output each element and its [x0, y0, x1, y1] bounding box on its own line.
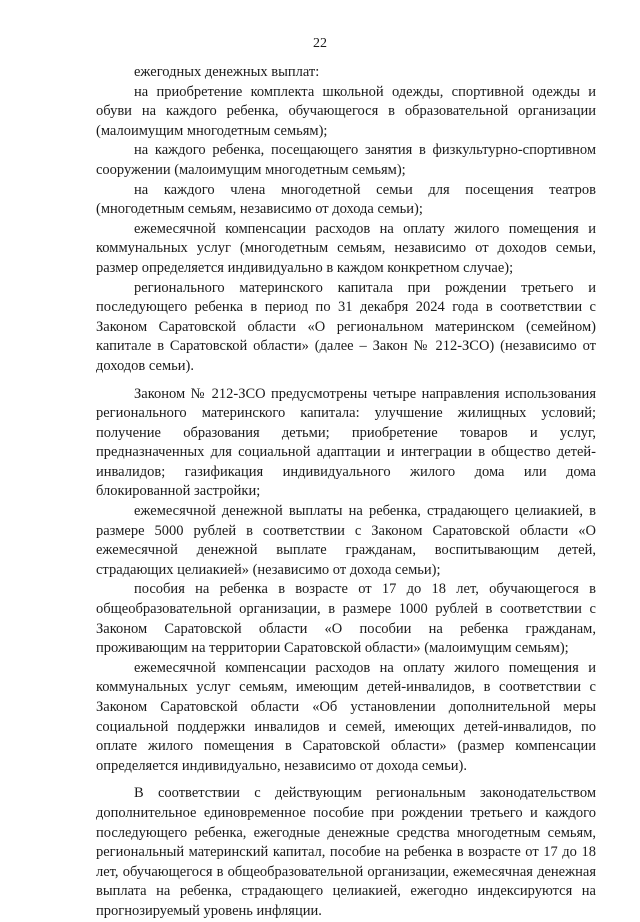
page-number: 22	[313, 36, 327, 51]
paragraph: В соответствии с действующим региональным законодательством дополнительное единовременное пособие при рождении третьего и каждого последующего ребенка, ежегодные денежные средства многодетным семьям, региональный материнский капитал, пособие на ребенка в возрасте от 17 до 18 лет, обучающегося в общеобразовательной организации, ежемесячная денежная выплата на ребенка, страдающего целиакией, ежегодно индексируются на прогнозируемый уровень инфляции.	[96, 785, 596, 919]
paragraph: ежегодных денежных выплат:	[134, 64, 320, 80]
paragraph: на каждого члена многодетной семьи для посещения театров (многодетным семьям, независимо от дохода семьи);	[96, 181, 596, 218]
document-body	[96, 63, 596, 922]
paragraph: регионального материнского капитала при рождении третьего и последующего ребенка в период по 31 декабря 2024 года в соответствии с Законом Саратовской области «О региональном материнском (семейном) капитале в Саратовской области» (далее – Закон № 212-ЗСО) (независимо от доходов семьи).	[96, 279, 596, 374]
paragraph: ежемесячной компенсации расходов на оплату жилого помещения и коммунальных услуг семьям, имеющим детей-инвалидов, в соответствии с Законом Саратовской области «Об установлении дополнительной меры социальной поддержки инвалидов и семей, имеющих детей-инвалидов, по оплате жилого помещения в Саратовской области» (размер компенсации определяется индивидуально, независимо от дохода семьи).	[96, 659, 596, 774]
paragraph: Законом № 212-ЗСО предусмотрены четыре направления использования регионального материнского капитала: улучшение жилищных условий; получение образования детьми; приобретение товаров и услуг, предназначенных для социальной адаптации и интеграции в общество детей-инвалидов; газификация индивидуального жилого дома или дома блокированной застройки;	[96, 385, 596, 500]
paragraph: пособия на ребенка в возрасте от 17 до 18 лет, обучающегося в общеобразовательной организации, в размере 1000 рублей в соответствии с Законом Саратовской области «О пособии на ребенка гражданам, проживающим на территории Саратовской области» (малоимущим семьям);	[96, 581, 596, 657]
paragraph: на приобретение комплекта школьной одежды, спортивной одежды и обуви на каждого ребенка, обучающегося в образовательной организации (малоимущим многодетным семьям);	[96, 83, 596, 139]
paragraph: на каждого ребенка, посещающего занятия в физкультурно-спортивном сооружении (малоимущим многодетным семьям);	[96, 142, 596, 178]
paragraph: ежемесячной денежной выплаты на ребенка, страдающего целиакией, в размере 5000 рублей в соответствии с Законом Саратовской области «О ежемесячной денежной выплате гражданам, воспитывающим детей, страдающих целиакией» (независимо от дохода семьи);	[96, 503, 596, 578]
paragraph: ежемесячной компенсации расходов на оплату жилого помещения и коммунальных услуг (многодетным семьям, независимо от доходов семьи, размер определяется индивидуально в каждом конкретном случае);	[96, 220, 596, 276]
